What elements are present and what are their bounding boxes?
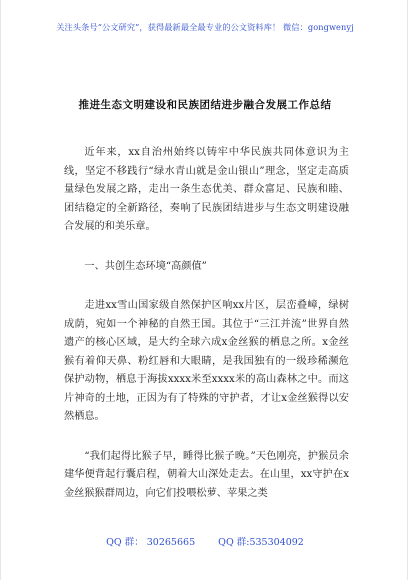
paragraph-section-1a: 走进xx雪山国家级自然保护区响xx片区，层峦叠嶂，绿树成荫，宛如一个神秘的自然王国。其位于“三江并流”世界自然遗产的核心区域，是大约全球六成x金丝猴的栖息之所。x金丝猴有着仰天鼻、粉红唇和大眼睛，是我国独有的一级珍稀濒危保护动物，栖息于海拔xxxx米至xxxx米的高山森林之中。而这片神奇的土地，正因为有了特殊的守护者，才让x金丝猴得以安然栖息。 — [64, 300, 349, 422]
footer-qq-groups — [1, 534, 408, 548]
header-banner: 关注头条号“公文研究”，获得最新最全最专业的公文资料库！ 微信：gongwenyj — [56, 22, 354, 32]
footer-qq-group-1: QQ 群： 30265665 — [106, 537, 196, 548]
document-title: 推进生态文明建设和民族团结进步融合发展工作总结 — [78, 99, 332, 111]
paragraph-intro: 近年来，xx自治州始终以铸牢中华民族共同体意识为主线，坚定不移践行“绿水青山就是金山银山”理念，坚定走高质量绿色发展之路，走出一条生态优美、群众富足、民族和睦、团结稳定的全新路径，奏响了民族团结进步与生态文明建设融合发展的和美乐章。 — [64, 147, 349, 232]
footer-qq-group-2: QQ 群:535304092 — [218, 537, 304, 548]
section-heading-1: 一、共创生态环境“高颜值” — [84, 260, 207, 272]
document-body — [64, 144, 349, 503]
paragraph-section-1b: “我们起得比猴子早，睡得比猴子晚。”天色刚亮，护猴员余建华便背起行囊启程，朝着大山深处走去。在山里，xx守护在x金丝猴猴群周边，向它们投喂松萝、苹果之类 — [64, 450, 349, 499]
